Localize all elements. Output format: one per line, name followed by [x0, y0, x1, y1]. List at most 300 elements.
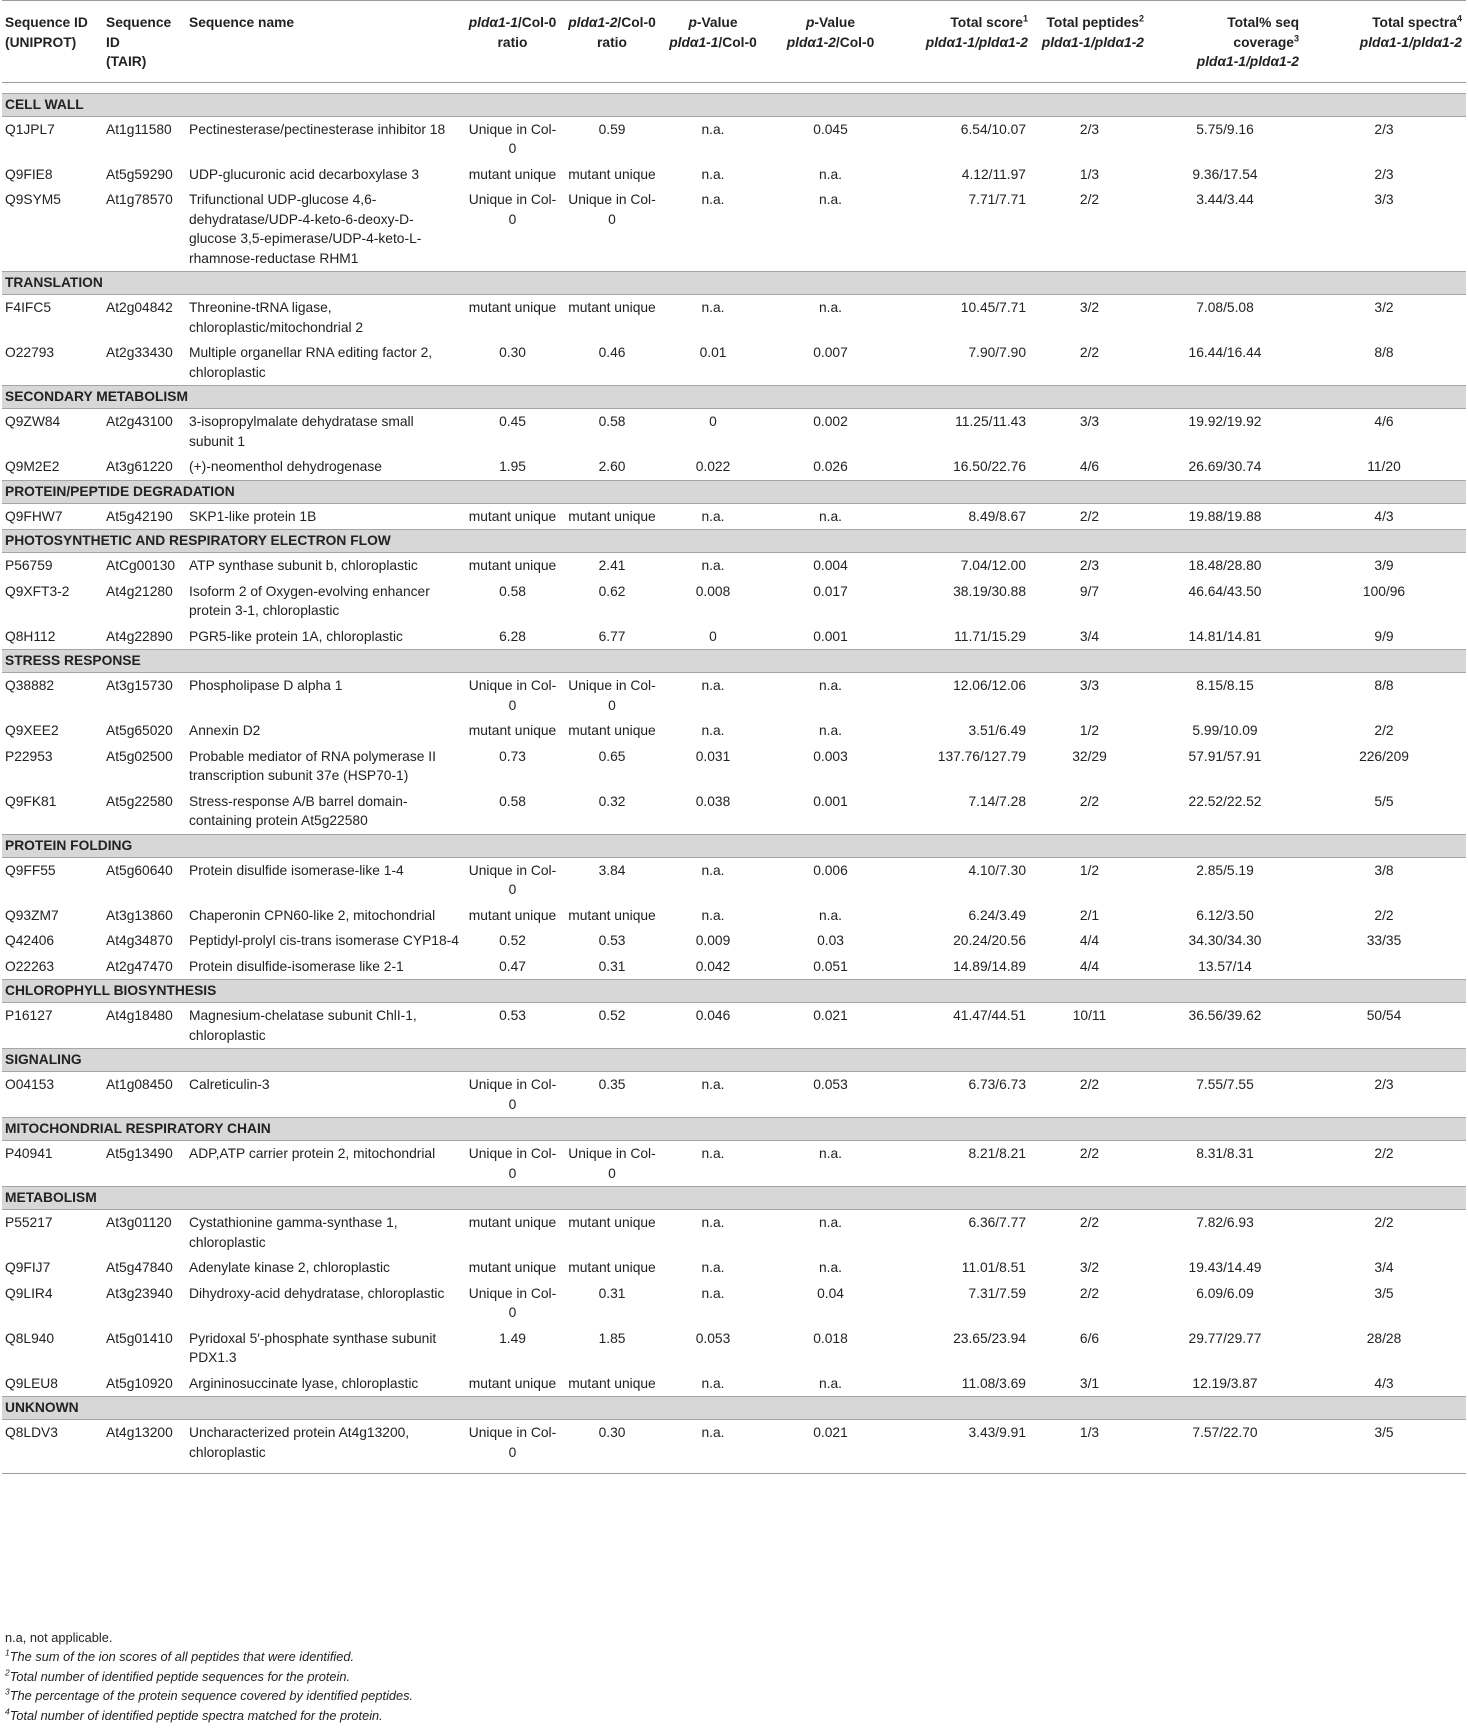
cell-uniprot-id: F4IFC5: [5, 300, 51, 315]
cell-total-score: 6.73/6.73: [968, 1077, 1026, 1092]
cell-pvalue-2: n.a.: [818, 300, 842, 315]
cell-seq-coverage: 7.57/22.70: [1192, 1425, 1258, 1440]
cell-total-peptides: 3/2: [1079, 300, 1100, 315]
cell-pvalue-2: 0.001: [813, 793, 848, 809]
table-row: [2, 1072, 1466, 1118]
footnote-na: n.a, not applicable.: [5, 1630, 113, 1645]
cell-sequence-name: SKP1-like protein 1B: [189, 508, 317, 524]
cell-total-peptides: 4/4: [1079, 933, 1100, 948]
cell-ratio-1: 0.52: [499, 933, 526, 948]
cell-tair-id: At5g60640: [106, 862, 173, 878]
table-body: [2, 93, 1466, 1474]
cell-sequence-name: Pectinesterase/pectinesterase inhibitor 18: [189, 121, 446, 137]
cell-tair-id: At5g22580: [106, 793, 173, 809]
cell-pvalue-2: 0.021: [813, 1008, 848, 1023]
cell-ratio-2: 0.52: [598, 1008, 626, 1023]
cell-ratio-2: Unique in Col-0: [568, 1146, 656, 1181]
cell-tair-id: At5g01410: [106, 1330, 173, 1346]
cell-pvalue-2: 0.006: [813, 862, 848, 878]
cell-seq-coverage: 5.99/10.09: [1192, 723, 1258, 738]
cell-total-peptides: 2/2: [1079, 793, 1100, 809]
cell-seq-coverage: 18.48/28.80: [1188, 558, 1262, 573]
cell-ratio-2: 0.59: [598, 121, 626, 137]
cell-ratio-2: 0.53: [598, 933, 626, 948]
cell-seq-coverage: 22.52/22.52: [1188, 793, 1262, 809]
table-row: [2, 1141, 1466, 1187]
cell-sequence-name: Cystathionine gamma-synthase 1, chloroplastic: [189, 1215, 398, 1250]
cell-pvalue-1: 0.053: [695, 1330, 731, 1346]
cell-ratio-1: 6.28: [499, 628, 526, 644]
cell-ratio-1: Unique in Col-0: [468, 1146, 557, 1181]
cell-seq-coverage: 14.81/14.81: [1188, 628, 1262, 644]
cell-pvalue-1: 0.038: [695, 793, 731, 809]
cell-pvalue-2: n.a.: [818, 678, 842, 693]
cell-seq-coverage: 6.12/3.50: [1196, 907, 1254, 923]
cell-total-score: 6.24/3.49: [968, 907, 1026, 923]
cell-pvalue-2: n.a.: [818, 508, 842, 524]
cell-pvalue-1: n.a.: [701, 1285, 725, 1301]
cell-pvalue-1: n.a.: [701, 166, 725, 182]
cell-total-peptides: 2/2: [1079, 1146, 1100, 1161]
cell-total-spectra: 2/2: [1374, 1146, 1394, 1161]
cell-ratio-1: mutant unique: [468, 723, 557, 738]
category-label: CELL WALL: [2, 93, 1466, 116]
cell-ratio-1: Unique in Col-0: [468, 862, 557, 897]
cell-total-peptides: 1/3: [1079, 1425, 1100, 1440]
cell-ratio-2: 2.60: [598, 459, 626, 474]
cell-total-spectra: [1303, 954, 1466, 980]
cell-sequence-name: Pyridoxal 5′-phosphate synthase subunit PDX1.3: [189, 1330, 437, 1365]
category-row: [2, 1049, 1466, 1072]
cell-pvalue-1: n.a.: [701, 723, 725, 738]
cell-pvalue-1: 0.009: [695, 933, 731, 948]
cell-total-peptides: 2/2: [1079, 192, 1100, 207]
footnote-4: $^4$Total number of identified peptide spectra matched for the protein.: [5, 1706, 383, 1723]
header-uniprot: Sequence ID (UNIPROT): [5, 15, 88, 50]
cell-pvalue-2: 0.04: [817, 1285, 844, 1301]
cell-ratio-1: mutant unique: [468, 1215, 557, 1230]
cell-pvalue-1: n.a.: [701, 300, 725, 315]
cell-total-peptides: 3/4: [1079, 628, 1100, 644]
cell-uniprot-id: Q9XEE2: [5, 723, 59, 738]
cell-ratio-2: Unique in Col-0: [568, 192, 656, 227]
header-total-peptides: Total peptides$^2$ pldα1-1/pldα1-2: [1041, 13, 1144, 50]
cell-ratio-2: 0.31: [598, 958, 626, 974]
cell-pvalue-2: 0.017: [813, 583, 848, 599]
cell-total-score: 14.89/14.89: [953, 958, 1026, 974]
category-row: [2, 1187, 1466, 1210]
cell-pvalue-1: 0: [709, 414, 717, 429]
cell-pvalue-1: 0.022: [695, 459, 731, 474]
cell-sequence-name: Phospholipase D alpha 1: [189, 678, 343, 693]
cell-pvalue-2: n.a.: [818, 907, 842, 923]
cell-ratio-2: mutant unique: [568, 166, 656, 182]
cell-uniprot-id: P22953: [5, 748, 53, 764]
category-label: PROTEIN FOLDING: [2, 834, 1466, 857]
cell-ratio-2: 3.84: [598, 862, 626, 878]
cell-total-spectra: 8/8: [1374, 678, 1394, 693]
cell-total-spectra: 4/3: [1374, 508, 1394, 524]
cell-total-score: 3.43/9.91: [968, 1425, 1026, 1440]
cell-seq-coverage: 36.56/39.62: [1188, 1008, 1262, 1023]
cell-total-score: 6.54/10.07: [960, 121, 1026, 137]
table-row: [2, 503, 1466, 530]
category-label: TRANSLATION: [2, 272, 1466, 295]
cell-total-peptides: 4/6: [1079, 459, 1100, 474]
cell-pvalue-2: 0.003: [813, 748, 848, 764]
cell-pvalue-2: 0.053: [813, 1077, 848, 1092]
cell-sequence-name: Chaperonin CPN60-like 2, mitochondrial: [189, 907, 436, 923]
cell-sequence-name: Dihydroxy-acid dehydratase, chloroplastic: [189, 1285, 445, 1301]
cell-uniprot-id: Q8L940: [5, 1330, 55, 1346]
cell-tair-id: At5g42190: [106, 508, 173, 524]
cell-uniprot-id: Q9LEU8: [5, 1375, 58, 1391]
cell-total-score: 38.19/30.88: [953, 583, 1026, 599]
category-label: CHLOROPHYLL BIOSYNTHESIS: [2, 980, 1466, 1003]
cell-total-spectra: 2/3: [1374, 1077, 1394, 1092]
cell-ratio-2: mutant unique: [568, 907, 656, 923]
cell-sequence-name: ATP synthase subunit b, chloroplastic: [189, 558, 418, 573]
cell-total-peptides: 3/1: [1079, 1375, 1100, 1391]
cell-sequence-name: Calreticulin-3: [189, 1077, 270, 1092]
cell-pvalue-2: n.a.: [818, 723, 842, 738]
cell-ratio-1: 0.73: [499, 748, 526, 764]
cell-pvalue-2: 0.007: [813, 345, 848, 360]
cell-total-spectra: 11/20: [1367, 459, 1401, 474]
cell-ratio-2: Unique in Col-0: [568, 678, 656, 713]
cell-uniprot-id: Q93ZM7: [5, 907, 59, 923]
category-label: SIGNALING: [2, 1049, 1466, 1072]
category-label: SECONDARY METABOLISM: [2, 386, 1466, 409]
category-label: PHOTOSYNTHETIC AND RESPIRATORY ELECTRON FLOW: [2, 530, 1466, 553]
cell-pvalue-1: n.a.: [701, 1260, 725, 1275]
cell-pvalue-1: 0.01: [699, 345, 727, 360]
cell-seq-coverage: 7.08/5.08: [1196, 300, 1254, 315]
category-row: [2, 93, 1466, 116]
cell-uniprot-id: Q1JPL7: [5, 121, 55, 137]
cell-pvalue-1: n.a.: [701, 1146, 725, 1161]
cell-seq-coverage: 13.57/14: [1198, 958, 1252, 974]
cell-sequence-name: Uncharacterized protein At4g13200, chloroplastic: [189, 1425, 410, 1460]
cell-seq-coverage: 29.77/29.77: [1188, 1330, 1262, 1346]
cell-pvalue-1: n.a.: [701, 508, 725, 524]
cell-total-peptides: 4/4: [1079, 958, 1100, 974]
cell-sequence-name: Adenylate kinase 2, chloroplastic: [189, 1260, 390, 1275]
cell-pvalue-2: 0.021: [813, 1425, 848, 1440]
cell-uniprot-id: O22793: [5, 345, 55, 360]
cell-total-peptides: 3/3: [1079, 414, 1100, 429]
cell-ratio-1: mutant unique: [468, 1375, 557, 1391]
cell-tair-id: At2g33430: [106, 345, 173, 360]
cell-total-peptides: 2/2: [1079, 508, 1100, 524]
cell-seq-coverage: 6.09/6.09: [1196, 1285, 1254, 1301]
table-row: [2, 1326, 1466, 1371]
table-row: [2, 954, 1466, 980]
cell-tair-id: At4g34870: [106, 933, 173, 948]
cell-pvalue-2: 0.051: [813, 958, 848, 974]
cell-seq-coverage: 9.36/17.54: [1192, 166, 1258, 182]
cell-ratio-2: 0.46: [598, 345, 626, 360]
cell-seq-coverage: 34.30/34.30: [1188, 933, 1262, 948]
cell-total-peptides: 32/29: [1072, 748, 1107, 764]
table-row: [2, 673, 1466, 719]
cell-pvalue-1: n.a.: [701, 678, 725, 693]
cell-sequence-name: Protein disulfide isomerase-like 1-4: [189, 862, 404, 878]
table-row: [2, 187, 1466, 272]
cell-ratio-2: 0.35: [598, 1077, 626, 1092]
table-row: [2, 579, 1466, 624]
cell-ratio-2: mutant unique: [568, 1260, 656, 1275]
cell-sequence-name: PGR5-like protein 1A, chloroplastic: [189, 628, 403, 644]
cell-tair-id: At3g13860: [106, 907, 173, 923]
cell-seq-coverage: 19.92/19.92: [1188, 414, 1262, 429]
cell-total-score: 7.71/7.71: [968, 192, 1026, 207]
cell-total-spectra: 2/3: [1374, 166, 1394, 182]
header-pvalue-2: p-Value pldα1-2/Col-0: [786, 15, 875, 50]
cell-uniprot-id: Q42406: [5, 933, 55, 948]
cell-tair-id: At5g10920: [106, 1375, 173, 1391]
cell-uniprot-id: O22263: [5, 958, 55, 974]
cell-sequence-name: Annexin D2: [189, 723, 261, 738]
cell-total-score: 11.25/11.43: [955, 414, 1026, 429]
cell-ratio-1: Unique in Col-0: [468, 121, 557, 156]
cell-total-spectra: 50/54: [1366, 1008, 1402, 1023]
table-row: [2, 1420, 1466, 1466]
cell-ratio-1: 0.47: [499, 958, 526, 974]
cell-total-peptides: 2/2: [1079, 1215, 1100, 1230]
table-row: [2, 116, 1466, 162]
cell-uniprot-id: P55217: [5, 1215, 53, 1230]
cell-uniprot-id: Q9FIE8: [5, 166, 53, 182]
cell-ratio-2: 0.32: [598, 793, 626, 809]
cell-total-spectra: 3/9: [1374, 558, 1394, 573]
cell-total-peptides: 1/2: [1079, 862, 1100, 878]
cell-total-score: 7.31/7.59: [968, 1285, 1026, 1301]
cell-tair-id: At2g43100: [106, 414, 173, 429]
cell-uniprot-id: Q9ZW84: [5, 414, 61, 429]
cell-seq-coverage: 7.82/6.93: [1196, 1215, 1254, 1230]
cell-tair-id: At3g15730: [106, 678, 173, 693]
cell-sequence-name: Protein disulfide-isomerase like 2-1: [189, 958, 404, 974]
cell-ratio-1: mutant unique: [468, 907, 557, 923]
cell-ratio-1: 0.58: [499, 583, 526, 599]
cell-sequence-name: ADP,ATP carrier protein 2, mitochondrial: [189, 1146, 436, 1161]
cell-pvalue-2: 0.002: [813, 414, 848, 429]
cell-total-peptides: 1/3: [1079, 166, 1100, 182]
header-sequence-name: Sequence name: [189, 15, 295, 30]
cell-ratio-1: mutant unique: [468, 558, 557, 573]
cell-total-spectra: 3/5: [1374, 1285, 1394, 1301]
cell-sequence-name: Multiple organellar RNA editing factor 2, chloroplastic: [189, 345, 433, 380]
header-pvalue-1: p-Value pldα1-1/Col-0: [669, 15, 757, 50]
cell-total-score: 41.47/44.51: [953, 1008, 1026, 1023]
cell-ratio-1: 0.45: [499, 414, 526, 429]
category-row: [2, 272, 1466, 295]
cell-ratio-1: Unique in Col-0: [468, 192, 557, 227]
cell-pvalue-2: n.a.: [818, 1215, 842, 1230]
cell-uniprot-id: P56759: [5, 558, 53, 573]
cell-total-peptides: 2/1: [1079, 907, 1100, 923]
cell-ratio-1: 1.49: [499, 1330, 526, 1346]
category-row: [2, 1118, 1466, 1141]
cell-total-peptides: 2/3: [1079, 121, 1100, 137]
cell-pvalue-1: 0.031: [695, 748, 731, 764]
cell-total-peptides: 1/2: [1079, 723, 1100, 738]
cell-tair-id: At5g13490: [106, 1146, 173, 1161]
cell-total-peptides: 2/2: [1079, 345, 1100, 360]
header-ratio-2: pldα1-2/Col-0 ratio: [568, 15, 656, 50]
cell-ratio-1: 0.30: [499, 345, 526, 360]
cell-uniprot-id: Q8H112: [5, 628, 56, 644]
cell-seq-coverage: 2.85/5.19: [1196, 862, 1254, 878]
cell-total-spectra: 5/5: [1374, 793, 1394, 809]
cell-total-peptides: 2/3: [1079, 558, 1100, 573]
cell-seq-coverage: 19.88/19.88: [1188, 508, 1262, 524]
cell-total-score: 23.65/23.94: [953, 1330, 1026, 1346]
table-row: [2, 789, 1466, 835]
header-ratio-1: pldα1-1/Col-0 ratio: [468, 15, 557, 50]
cell-seq-coverage: 46.64/43.50: [1188, 583, 1262, 599]
cell-tair-id: At2g47470: [106, 958, 173, 974]
cell-tair-id: At4g22890: [106, 628, 173, 644]
cell-ratio-2: mutant unique: [568, 300, 656, 315]
table-row: [2, 624, 1466, 650]
cell-tair-id: At3g01120: [106, 1215, 172, 1230]
cell-total-score: 6.36/7.77: [968, 1215, 1026, 1230]
cell-total-spectra: 3/2: [1374, 300, 1394, 315]
cell-total-score: 16.50/22.76: [953, 459, 1026, 474]
cell-tair-id: At2g04842: [106, 300, 173, 315]
cell-total-score: 4.12/11.97: [961, 166, 1026, 182]
cell-ratio-1: mutant unique: [468, 166, 557, 182]
cell-sequence-name: (+)-neomenthol dehydrogenase: [189, 459, 382, 474]
cell-ratio-1: Unique in Col-0: [468, 678, 557, 713]
cell-tair-id: At3g23940: [106, 1285, 173, 1301]
cell-total-peptides: 3/3: [1079, 678, 1100, 693]
cell-total-spectra: 100/96: [1362, 583, 1406, 599]
category-row: [2, 980, 1466, 1003]
cell-seq-coverage: 57.91/57.91: [1188, 748, 1262, 764]
cell-ratio-2: 6.77: [598, 628, 626, 644]
category-label: METABOLISM: [2, 1187, 1466, 1210]
cell-pvalue-1: 0.008: [695, 583, 731, 599]
table-row: [2, 857, 1466, 903]
cell-total-peptides: 10/11: [1072, 1008, 1107, 1023]
cell-ratio-1: 1.95: [499, 459, 526, 474]
cell-ratio-1: Unique in Col-0: [468, 1425, 557, 1460]
cell-pvalue-2: 0.018: [813, 1330, 848, 1346]
cell-pvalue-1: 0: [709, 628, 717, 644]
cell-ratio-2: 0.30: [598, 1425, 626, 1440]
category-row: [2, 480, 1466, 503]
cell-ratio-2: mutant unique: [568, 1375, 656, 1391]
protein-table: [2, 0, 1466, 1474]
cell-uniprot-id: Q9SYM5: [5, 192, 61, 207]
cell-pvalue-1: n.a.: [701, 907, 725, 923]
cell-pvalue-1: n.a.: [701, 1077, 725, 1092]
cell-total-peptides: 3/2: [1079, 1260, 1100, 1275]
cell-total-score: 11.71/15.29: [954, 628, 1026, 644]
cell-uniprot-id: Q9FF55: [5, 862, 56, 878]
table-end-rule: [2, 1465, 1466, 1474]
cell-seq-coverage: 7.55/7.55: [1196, 1077, 1254, 1092]
cell-total-score: 7.14/7.28: [968, 793, 1026, 809]
cell-tair-id: At5g02500: [106, 748, 173, 764]
cell-sequence-name: Magnesium-chelatase subunit ChlI-1, chloroplastic: [189, 1008, 417, 1043]
cell-tair-id: At5g65020: [106, 723, 173, 738]
cell-uniprot-id: P40941: [5, 1146, 53, 1161]
cell-total-spectra: 3/3: [1374, 192, 1394, 207]
cell-seq-coverage: 8.15/8.15: [1196, 678, 1254, 693]
cell-total-spectra: 28/28: [1366, 1330, 1402, 1346]
cell-ratio-2: 0.31: [598, 1285, 626, 1301]
table-row: [2, 744, 1466, 789]
cell-tair-id: At1g78570: [106, 192, 173, 207]
cell-tair-id: At5g47840: [106, 1260, 173, 1275]
header-total-score: Total score$^1$ pldα1-1/pldα1-2: [925, 13, 1028, 50]
cell-uniprot-id: Q38882: [5, 678, 55, 693]
cell-ratio-2: mutant unique: [568, 1215, 656, 1230]
cell-pvalue-1: 0.042: [695, 958, 731, 974]
cell-pvalue-1: n.a.: [701, 1215, 725, 1230]
cell-pvalue-1: n.a.: [701, 1425, 725, 1440]
cell-tair-id: At3g61220: [106, 459, 173, 474]
cell-sequence-name: Threonine-tRNA ligase, chloroplastic/mitochondrial 2: [189, 300, 364, 335]
cell-total-spectra: 3/5: [1374, 1425, 1394, 1440]
cell-total-spectra: 9/9: [1374, 628, 1394, 644]
table-row: [2, 903, 1466, 929]
cell-pvalue-2: n.a.: [818, 1375, 842, 1391]
cell-pvalue-2: n.a.: [818, 1260, 842, 1275]
table-row: [2, 718, 1466, 744]
cell-total-spectra: 2/2: [1374, 723, 1394, 738]
cell-total-score: 7.04/12.00: [960, 558, 1026, 573]
footnote-1: $^1$The sum of the ion scores of all peptides that were identified.: [5, 1648, 355, 1665]
cell-pvalue-2: 0.001: [813, 628, 848, 644]
category-row: [2, 650, 1466, 673]
cell-ratio-1: 0.58: [499, 793, 526, 809]
cell-total-spectra: 2/2: [1374, 907, 1394, 923]
cell-pvalue-2: n.a.: [818, 1146, 842, 1161]
cell-seq-coverage: 16.44/16.44: [1188, 345, 1262, 360]
cell-pvalue-1: n.a.: [701, 862, 725, 878]
cell-total-spectra: 226/209: [1359, 748, 1409, 764]
table-row: [2, 340, 1466, 386]
cell-pvalue-1: n.a.: [701, 558, 725, 573]
cell-total-peptides: 6/6: [1079, 1330, 1100, 1346]
cell-ratio-2: 0.62: [598, 583, 626, 599]
cell-pvalue-1: 0.046: [695, 1008, 731, 1023]
cell-uniprot-id: Q9FK81: [5, 793, 57, 809]
cell-uniprot-id: Q9FHW7: [5, 508, 63, 524]
cell-total-spectra: 4/3: [1374, 1375, 1394, 1391]
cell-total-score: 11.01/8.51: [961, 1260, 1026, 1275]
cell-pvalue-1: n.a.: [701, 1375, 725, 1391]
cell-ratio-1: Unique in Col-0: [468, 1077, 557, 1112]
cell-total-spectra: 33/35: [1366, 933, 1402, 948]
cell-total-score: 3.51/6.49: [968, 723, 1026, 738]
cell-pvalue-1: n.a.: [701, 121, 725, 137]
cell-sequence-name: Trifunctional UDP-glucose 4,6-dehydratase/UDP-4-keto-6-deoxy-D-glucose 3,5-epimerase/UDP-4-keto-L-rhamnose-reductase RHM1: [189, 192, 422, 266]
cell-tair-id: At4g21280: [106, 583, 173, 599]
cell-total-score: 4.10/7.30: [968, 862, 1026, 878]
cell-sequence-name: Peptidyl-prolyl cis-trans isomerase CYP18-4: [189, 933, 459, 948]
cell-ratio-1: mutant unique: [468, 508, 557, 524]
table-row: [2, 162, 1466, 188]
table-header: [2, 1, 1466, 94]
cell-uniprot-id: Q9LIR4: [5, 1285, 53, 1301]
cell-total-score: 12.06/12.06: [953, 678, 1026, 693]
